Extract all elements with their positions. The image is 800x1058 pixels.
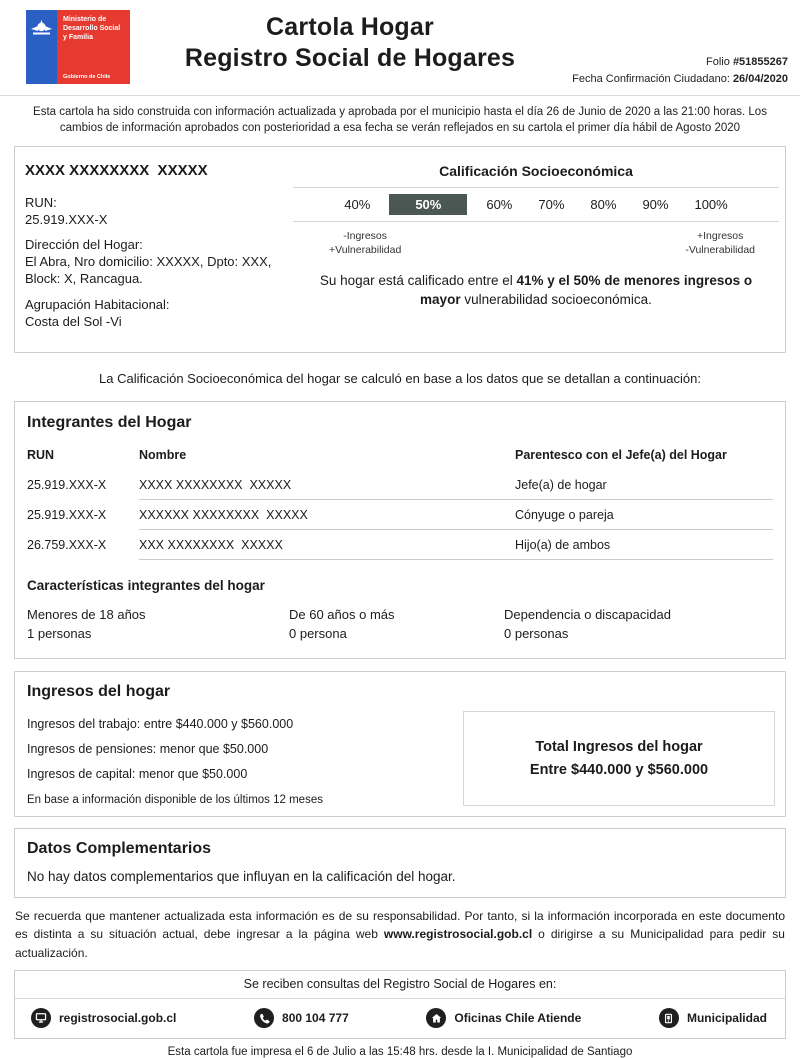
- folio-meta: [570, 10, 788, 87]
- axis-right-line2: -Vulnerabilidad: [685, 244, 755, 257]
- table-row: [27, 500, 773, 530]
- col-header-parentesco: Parentesco con el Jefe(a) del Hogar: [515, 447, 727, 462]
- logo-ministry-text: Ministerio de Desarrollo Social y Familia: [63, 16, 121, 41]
- scale-tick-70: 70%: [538, 197, 565, 213]
- page-title-line2: Registro Social de Hogares: [184, 44, 516, 73]
- household-info: [25, 157, 287, 340]
- channel-phone: [254, 1008, 349, 1028]
- axis-left-line2: +Vulnerabilidad: [329, 244, 402, 257]
- folio-line: [570, 54, 788, 71]
- axis-left-line1: -Ingresos: [343, 230, 388, 243]
- total-ingresos-value: Entre $440.000 y $560.000: [529, 761, 709, 778]
- member-nombre: XXXXXX XXXXXXXX XXXXX: [139, 507, 308, 522]
- member-nombre: XXX XXXXXXXX XXXXX: [139, 537, 283, 552]
- notice-prefix: Se recuerda que mantener actualizada esta información es de su responsabilidad. Por tanto, si la información incorporada en este documento es distinta a su situación actual, debe ingresar a la página web: [15, 908, 785, 942]
- ingreso-item: Ingresos del trabajo: entre $440.000 y $560.000: [27, 716, 294, 731]
- member-parentesco: Jefe(a) de hogar: [515, 477, 607, 492]
- member-run: 25.919.XXX-X: [27, 477, 107, 492]
- calificacion-panel: [287, 157, 785, 340]
- fecha-label: Fecha Confirmación Ciudadano:: [572, 72, 733, 85]
- scale-tick-60: 60%: [486, 197, 513, 213]
- member-parentesco: Cónyuge o pareja: [515, 507, 614, 522]
- total-ingresos-box: [463, 711, 775, 806]
- validity-disclaimer: Esta cartola ha sido construida con información actualizada y aprobada por el municipio hasta el día 26 de Junio de 2020 a las 21:00 horas. Los cambios de información aprobados con posterioridad a esa fecha se verán reflejados en su cartola el primer día hábil de Agosto 2020: [33, 106, 767, 135]
- scale-tick-50-highlighted: 50%: [389, 194, 467, 215]
- scale-tick-100: 100%: [694, 197, 728, 213]
- col-header-nombre: Nombre: [139, 447, 187, 462]
- logo-government-text: Gobierno de Chile: [63, 74, 111, 80]
- scale-tick-80: 80%: [590, 197, 617, 213]
- result-range: 41% y el 50% de menores ingresos o mayor: [420, 272, 753, 308]
- phone-icon: [254, 1008, 274, 1028]
- address-line1: El Abra, Nro domicilio: XXXXX, Dpto: XXX,: [25, 254, 272, 270]
- monitor-icon: [31, 1008, 51, 1028]
- ingreso-item: Ingresos de capital: menor que $50.000: [27, 766, 248, 781]
- channel-label: 800 104 777: [282, 1011, 349, 1026]
- integrantes-title: Integrantes del Hogar: [27, 413, 192, 431]
- caracteristica-label: Dependencia o discapacidad: [504, 606, 671, 622]
- household-holder-name: XXXX XXXXXXXX XXXXX: [25, 162, 208, 180]
- run-label: RUN:: [25, 194, 57, 210]
- axis-right-line1: +Ingresos: [696, 230, 744, 243]
- calificacion-result: [293, 271, 779, 310]
- address-line2: Block: X, Rancagua.: [25, 271, 143, 287]
- logo-blue-stripe: [26, 10, 57, 84]
- integrantes-table: [27, 448, 773, 560]
- caracteristica-item: [504, 606, 773, 644]
- member-row-line: [139, 470, 773, 500]
- channel-label: Oficinas Chile Atiende: [454, 1011, 582, 1026]
- document-header: [0, 0, 800, 91]
- fecha-line: [570, 71, 788, 88]
- caracteristica-label: Menores de 18 años: [27, 606, 146, 622]
- intro-sentence: La Calificación Socioeconómica del hogar se calculó en base a los datos que se detallan a continuación:: [99, 370, 701, 386]
- calificacion-scale: [293, 187, 779, 222]
- agrupacion-label: Agrupación Habitacional:: [25, 297, 170, 313]
- member-nombre: XXXX XXXXXXXX XXXXX: [139, 477, 292, 492]
- ingresos-title: Ingresos del hogar: [27, 682, 171, 700]
- member-parentesco: Hijo(a) de ambos: [515, 537, 611, 552]
- member-run: 25.919.XXX-X: [27, 507, 107, 522]
- fecha-value: 26/04/2020: [732, 72, 788, 85]
- member-row-line: [139, 530, 773, 560]
- ingresos-box: [14, 671, 786, 817]
- logo-red-block: [57, 10, 130, 84]
- datos-text: No hay datos complementarios que influyan en la calificación del hogar.: [27, 868, 456, 884]
- channel-municipalidad: [659, 1008, 767, 1028]
- integrantes-box: [14, 401, 786, 659]
- caracteristicas-title: Características integrantes del hogar: [27, 577, 265, 593]
- result-prefix: Su hogar está calificado entre el: [319, 272, 517, 288]
- building-icon: [659, 1008, 679, 1028]
- col-header-run: RUN: [27, 447, 55, 462]
- member-run: 26.759.XXX-X: [27, 537, 107, 552]
- datos-complementarios-box: [14, 828, 786, 898]
- axis-label-left: [329, 229, 401, 257]
- result-suffix: vulnerabilidad socioeconómica.: [460, 292, 652, 308]
- calificacion-title: Calificación Socioeconómica: [439, 163, 633, 180]
- channel-label: registrosocial.gob.cl: [59, 1011, 177, 1026]
- caracteristica-value: 1 personas: [27, 625, 92, 641]
- ingresos-note: En base a información disponible de los últimos 12 meses: [27, 793, 323, 806]
- folio-number: #51855267: [732, 56, 788, 68]
- scale-row: [293, 188, 779, 221]
- ingreso-item: Ingresos de pensiones: menor que $50.000: [27, 741, 269, 756]
- channel-label: Municipalidad: [686, 1011, 767, 1026]
- datos-title: Datos Complementarios: [27, 839, 212, 857]
- address-group: [25, 237, 287, 288]
- caracteristicas-row: [27, 606, 773, 644]
- caracteristica-item: [27, 606, 289, 644]
- folio-label: Folio: [706, 56, 733, 68]
- caracteristica-value: 0 persona: [289, 625, 347, 641]
- agrupacion-value: Costa del Sol -Vi: [25, 314, 122, 330]
- table-row: [27, 470, 773, 500]
- scale-tick-40: 40%: [344, 197, 371, 213]
- caracteristica-label: De 60 años o más: [289, 606, 395, 622]
- scale-tick-90: 90%: [642, 197, 669, 213]
- notice-url: www.registrosocial.gob.cl: [383, 927, 533, 942]
- member-row-line: [139, 500, 773, 530]
- channel-website: [31, 1008, 176, 1028]
- run-group: [25, 195, 287, 229]
- home-icon: [426, 1008, 446, 1028]
- ingresos-items: [27, 717, 463, 781]
- axis-label-right: [685, 229, 755, 257]
- agrupacion-group: [25, 297, 287, 331]
- contact-footer-box: [14, 970, 786, 1039]
- address-label: Dirección del Hogar:: [25, 237, 143, 253]
- caracteristica-value: 0 personas: [504, 625, 569, 641]
- table-header-row: [27, 448, 773, 470]
- household-summary-box: [14, 146, 786, 353]
- page-title-line1: Cartola Hogar: [266, 13, 434, 41]
- run-value: 25.919.XXX-X: [25, 211, 108, 227]
- printed-timestamp: Esta cartola fue impresa el 6 de Julio a las 15:48 hrs. desde la I. Municipalidad de Santiago: [167, 1046, 633, 1058]
- total-ingresos-title: Total Ingresos del hogar: [535, 738, 703, 755]
- ingresos-detail: [27, 683, 463, 806]
- notice-suffix: o dirigirse a su Municipalidad para pedir su actualización.: [15, 927, 785, 960]
- table-row: [27, 530, 773, 560]
- coat-of-arms-icon: [29, 18, 54, 40]
- header-divider: [0, 95, 800, 96]
- channel-oficinas: [426, 1008, 581, 1028]
- ministry-logo: [26, 10, 130, 84]
- scale-axis-labels: [293, 222, 779, 257]
- caracteristica-item: [289, 606, 504, 644]
- footer-title: Se reciben consultas del Registro Social de Hogares en:: [15, 971, 785, 999]
- title-block: [130, 10, 570, 87]
- contact-channels: [15, 999, 785, 1038]
- update-notice: [15, 907, 785, 963]
